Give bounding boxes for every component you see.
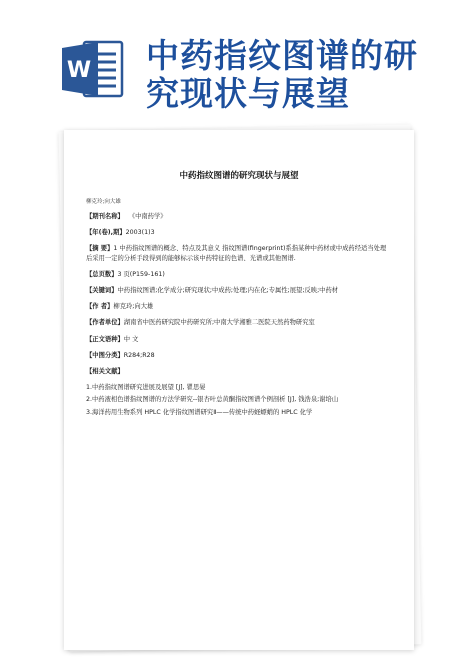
banner-title-line-2: 究现状与展望 — [146, 74, 350, 113]
document-title: 中药指纹图谱的研究现状与展望 — [179, 171, 299, 181]
banner — [0, 0, 474, 112]
word-document-icon — [62, 40, 124, 98]
field-abstract — [86, 244, 392, 262]
field-classification — [86, 351, 392, 360]
field-value: 2003(1)3 — [125, 229, 155, 237]
field-label: 【年(卷),期】 — [86, 229, 126, 237]
field-page-count — [86, 270, 392, 279]
field-keywords — [86, 286, 392, 295]
field-value: 中 文 — [123, 335, 139, 343]
references-list — [86, 383, 392, 417]
field-label: 【中图分类】 — [86, 351, 124, 359]
field-value: 湖南省中医药研究院中药研究所;中南大学湘雅二医院天然药物研究室 — [123, 319, 315, 327]
field-journal — [86, 212, 392, 221]
field-label: 【作者单位】 — [86, 319, 124, 327]
field-label: 【正文语种】 — [86, 335, 124, 343]
field-authors — [86, 302, 392, 311]
field-value: 3 页(P159-161) — [117, 270, 165, 278]
field-value: 《中南药学》 — [128, 213, 167, 220]
reference-item: 2.中药液相色谱指纹图谱的方法学研究--银杏叶总黄酮指纹图谱个例剖析 [J], 钱浩泉;谢培山 — [86, 396, 339, 404]
field-affiliation — [86, 318, 392, 327]
svg-text:W: W — [66, 58, 92, 83]
banner-title-line-1: 中药指纹图谱的研 — [146, 36, 418, 75]
references-heading — [86, 367, 392, 376]
document-page — [64, 130, 414, 650]
field-language — [86, 335, 392, 344]
field-label: 【期刊名称】 — [86, 213, 124, 220]
field-label: 【作 者】 — [86, 303, 114, 311]
field-label: 【摘 要】 — [86, 245, 114, 253]
reference-item: 3.海洋药用生物系列 HPLC 化学指纹图谱研究Ⅱ——传统中药蛏螵蛸的 HPLC 化学 — [86, 408, 313, 416]
field-value: 1 中药指纹图谱的概念、特点及其意义 指纹图谱(fingerprint)系指某种中药材或中成药经适当处理后采用一定的分析手段得到的能够标示该中药特征的色谱、光谱或其他图谱. — [86, 245, 387, 262]
document-authors: 柳克玲;向大雄 — [86, 199, 121, 205]
field-value: R284;R28 — [123, 351, 155, 359]
field-year-volume — [86, 228, 392, 237]
field-value: 柳克玲;向大雄 — [113, 303, 154, 311]
reference-item: 1.中药指纹图谱研究进展及展望 [J], 瞿思晏 — [86, 384, 206, 392]
field-label: 【总页数】 — [86, 270, 118, 278]
field-value: 中药指纹图谱;化学成分;研究现状;中成药;处理;内在化;专属性;展望;反映;中药材 — [117, 287, 339, 295]
field-label: 【关键词】 — [86, 287, 118, 295]
field-label: 【相关文献】 — [86, 368, 124, 376]
